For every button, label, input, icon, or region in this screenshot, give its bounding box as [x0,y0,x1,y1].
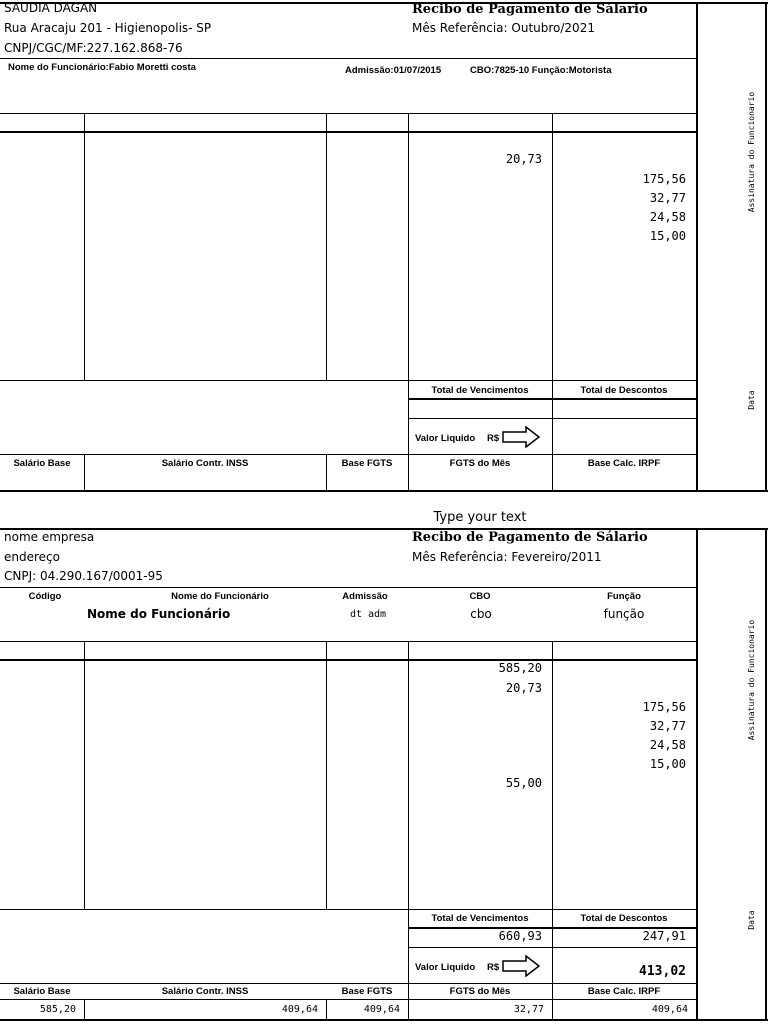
cbo-value: 7825-10 [494,65,530,76]
earning-value: 585,20 [498,661,542,675]
column-header-name: Nome do Funcionário [171,591,269,602]
footer-label: Salário Base [13,986,71,997]
earning-value: 20,73 [505,681,542,695]
net-pay-value: 413,02 [639,964,686,979]
total-earnings-value: 660,93 [498,929,542,943]
footer-label: Base Calc. IRPF [587,986,661,997]
deduction-value: 24,58 [649,738,686,752]
total-deductions-value: 247,91 [642,929,686,943]
receipt-title: Recibo de Pagamento de Sálario [412,2,648,17]
signature-label: Assinatura do Funcionario [747,619,756,741]
net-pay-label: Valor Liquido [415,962,476,973]
company-cnpj: CNPJ/CGC/MF:227.162.868-76 [4,41,183,55]
column-header-cbo: CBO [469,591,491,602]
deduction-value: 15,00 [649,757,686,771]
earning-value: 20,73 [505,152,542,166]
company-name: SAUDIA DAGAN [4,1,98,15]
employee-line [8,62,196,73]
cbo-label: CBO: [470,65,495,76]
company-address: Rua Aracaju 201 - Higienopolis- SP [4,21,212,35]
total-earnings-label: Total de Vencimentos [431,385,529,396]
function-value: função [603,607,645,621]
company-name: nome empresa [4,530,95,544]
function-label: Função: [531,65,569,76]
signature-label: Assinatura do Funcionario [747,91,756,213]
date-label: Data [747,390,756,410]
admission-value: 01/07/2015 [393,65,442,76]
total-earnings-label: Total de Vencimentos [431,913,529,924]
footer-value: 409,64 [651,1004,688,1015]
net-pay-label: Valor Liquido [415,433,476,444]
deduction-value: 15,00 [649,229,686,243]
company-address: endereço [4,550,60,564]
admission-label: Admissão: [345,65,394,76]
deduction-value: 175,56 [642,700,686,714]
arrow-right-icon [502,426,540,448]
currency-label: R$ [487,433,500,444]
employee-name: Nome do Funcionário [87,607,231,621]
footer-value: 585,20 [39,1004,76,1015]
footer-label: Salário Base [13,458,71,469]
column-header-admission: Admissão [342,591,388,602]
receipt-title: Recibo de Pagamento de Sálario [412,530,648,545]
reference-month: Mês Referência: Outubro/2021 [412,21,595,35]
total-deductions-label: Total de Descontos [580,385,668,396]
footer-value: 409,64 [363,1004,400,1015]
column-header-code: Código [28,591,62,602]
deduction-value: 32,77 [649,191,686,205]
earning-value: 55,00 [505,776,542,790]
reference-month: Mês Referência: Fevereiro/2011 [412,550,602,564]
footer-label: Salário Contr. INSS [161,458,249,469]
column-header-function: Função [607,591,641,602]
footer-label: FGTS do Mês [449,458,511,469]
employee-label: Nome do Funcionário: [8,62,109,73]
deduction-value: 24,58 [649,210,686,224]
footer-label: FGTS do Mês [449,986,511,997]
editable-text-placeholder[interactable]: Type your text [433,510,527,525]
footer-label: Base Calc. IRPF [587,458,661,469]
footer-value: 409,64 [281,1004,318,1015]
footer-label: Base FGTS [341,986,393,997]
admission-line [345,65,441,76]
cbo-line [470,65,612,76]
total-deductions-label: Total de Descontos [580,913,668,924]
employee-name: Fabio Moretti costa [108,62,196,73]
admission-value: dt adm [349,609,387,620]
deduction-value: 32,77 [649,719,686,733]
date-label: Data [747,910,756,930]
footer-label: Base FGTS [341,458,393,469]
cbo-value: cbo [470,607,492,621]
deduction-value: 175,56 [642,172,686,186]
footer-value: 32,77 [513,1004,544,1015]
currency-label: R$ [487,962,500,973]
arrow-right-icon [502,955,540,977]
function-value: Motorista [568,65,612,76]
footer-label: Salário Contr. INSS [161,986,249,997]
company-cnpj: CNPJ: 04.290.167/0001-95 [4,569,163,583]
